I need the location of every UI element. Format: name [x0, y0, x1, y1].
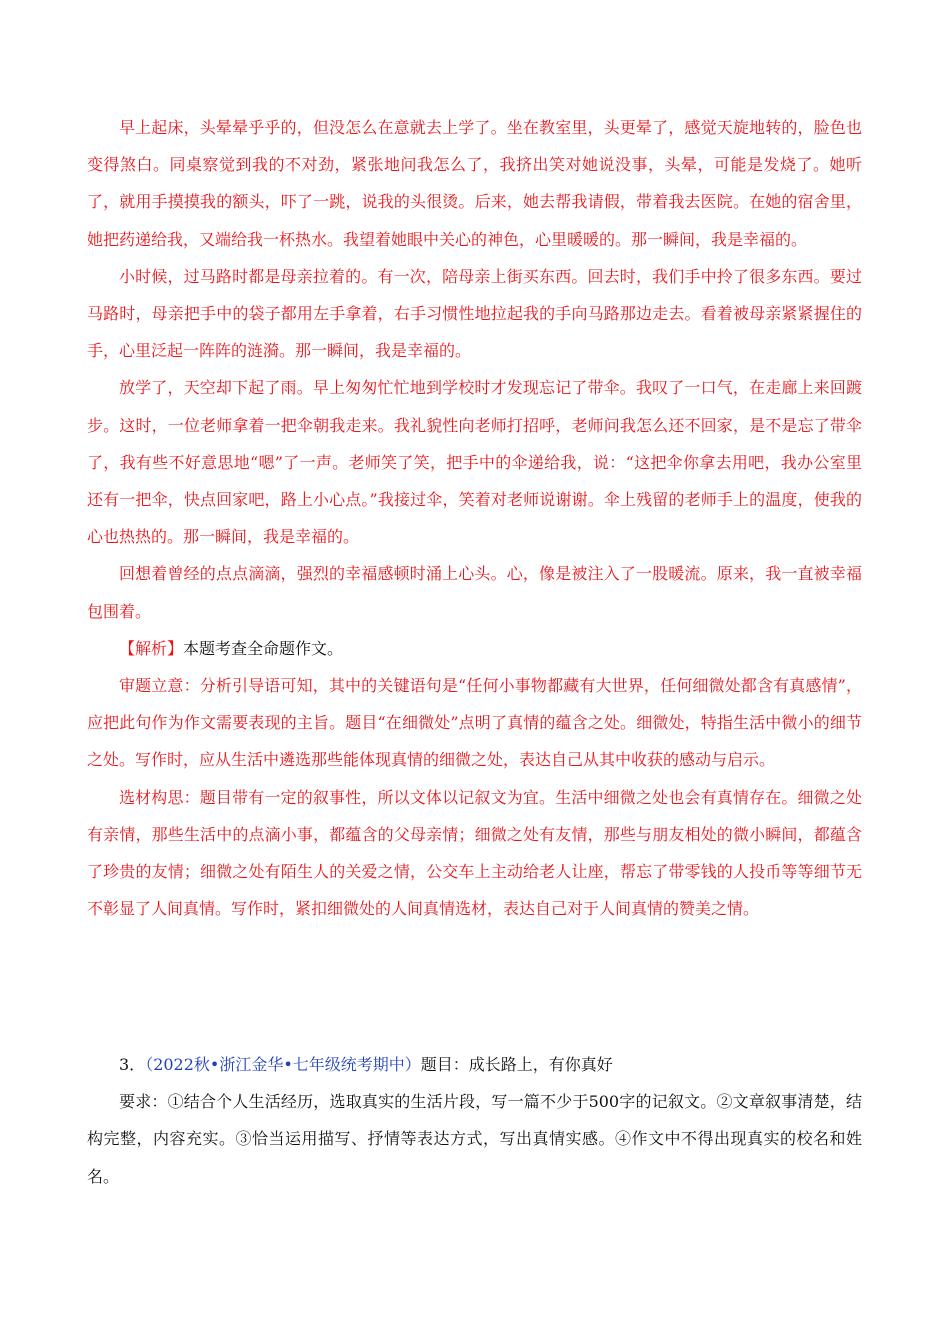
- question-source: （2022秋•浙江金华•七年级统考期中）: [145, 1055, 421, 1074]
- essay-paragraph-1: 早上起床，头晕晕乎乎的，但没怎么在意就去上学了。坐在教室里，头更晕了，感觉天旋地转的，脸色也变得煞白。同桌察觉到我的不对劲，紧张地问我怎么了，我挤出笑对她说没事，头晕，可能是发烧了。她听了，就用手摸摸我的额头，吓了一跳，说我的头很烫。后来，她去帮我请假，带着我去医院。在她的宿舍里，她把药递给我，又端给我一杯热水。我望着她眼中关心的神色，心里暖暖的。那一瞬间，我是幸福的。: [87, 118, 862, 249]
- essay-paragraph-3: 放学了，天空却下起了雨。早上匆匆忙忙地到学校时才发现忘记了带伞。我叹了一口气，在走廊上来回踱步。这时，一位老师拿着一把伞朝我走来。我礼貌性向老师打招呼，老师问我怎么还不回家，是不是忘了带伞了，我有些不好意思地“嗯”了一声。老师笑了笑，把手中的伞递给我，说：“这把伞你拿去用吧，我办公室里还有一把伞，快点回家吧，路上小心点。”我接过伞，笑着对老师说谢谢。伞上残留的老师手上的温度，使我的心也热热的。那一瞬间，我是幸福的。: [87, 378, 862, 547]
- analysis-theme-paragraph: 审题立意：分析引导语可知，其中的关键语句是“任何小事物都藏有大世界，任何细微处都含有真感情”，应把此句作为作文需要表现的主旨。题目“在细微处”点明了真情的蕴含之处。细微处，特指生活中微小的细节之处。写作时，应从生活中遴选那些能体现真情的细微之处，表达自己从其中收获的感动与启示。: [87, 676, 862, 770]
- analysis-label: 【解析】: [119, 638, 184, 658]
- analysis-heading: [87, 630, 862, 667]
- essay-paragraph-4: 回想着曾经的点点滴滴，强烈的幸福感顿时涌上心头。心，像是被注入了一股暖流。原来，我一直被幸福包围着。: [87, 564, 862, 621]
- analysis-intro: 本题考查全命题作文。: [183, 638, 344, 658]
- essay-paragraph-2: 小时候，过马路时都是母亲拉着的。有一次，陪母亲上街买东西。回去时，我们手中拎了很多东西。要过马路时，母亲把手中的袋子都用左手拿着，右手习惯性地拉起我的手向马路那边走去。看着被母亲紧紧握住的手，心里泛起一阵阵的涟漪。那一瞬间，我是幸福的。: [87, 266, 862, 361]
- question-number: 3．: [119, 1055, 146, 1074]
- analysis-material-paragraph: 选材构思：题目带有一定的叙事性，所以文体以记叙文为宜。生活中细微之处也会有真情存在。细微之处有亲情，那些生活中的点滴小事，都蕴含的父母亲情；细微之处有友情，那些与朋友相处的微小瞬间，都蕴含了珍贵的友情；细微之处有陌生人的关爱之情，公交车上主动给老人让座，帮忘了带零钱的人投币等等细节无不彰显了人间真情。写作时，紧扣细微处的人间真情选材，表达自己对于人间真情的赞美之情。: [87, 787, 862, 919]
- question-3-requirements: 要求：①结合个人生活经历，选取真实的生活片段，写一篇不少于500字的记叙文。②文章叙事清楚，结构完整，内容充实。③恰当运用描写、抒情等表达方式，写出真情实感。④作文中不得出现真实的校名和姓名。: [87, 1092, 862, 1186]
- question-title: 题目：成长路上，有你真好: [420, 1055, 613, 1074]
- question-3-section: [87, 1046, 862, 1195]
- essay-section: [87, 109, 862, 927]
- question-3-heading: [87, 1046, 862, 1083]
